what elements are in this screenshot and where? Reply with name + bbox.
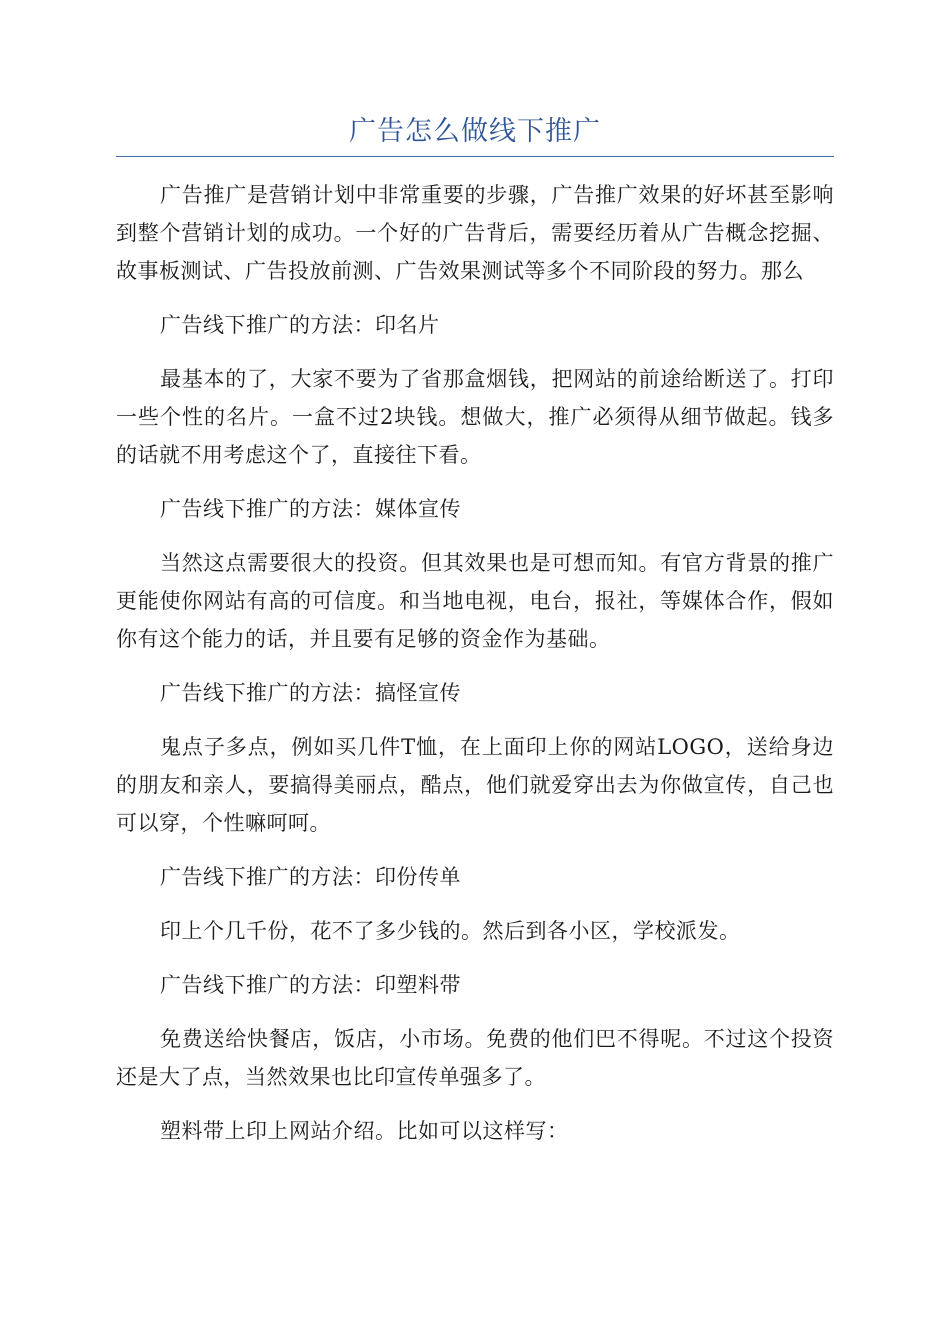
heading-media: 广告线下推广的方法：媒体宣传 bbox=[160, 497, 461, 521]
paragraph-intro: 广告推广是营销计划中非常重要的步骤，广告推广效果的好坏甚至影响到整个营销计划的成功。一个好的广告背后，需要经历着从广告概念挖掘、故事板测试、广告投放前测、广告效果测试等多个不同阶段的努力。那么 bbox=[116, 183, 834, 283]
paragraph-media: 当然这点需要很大的投资。但其效果也是可想而知。有官方背景的推广更能使你网站有高的可信度。和当地电视，电台，报社，等媒体合作，假如你有这个能力的话，并且要有足够的资金作为基础。 bbox=[116, 551, 834, 651]
paragraph-flyers: 印上个几千份，花不了多少钱的。然后到各小区，学校派发。 bbox=[160, 919, 741, 943]
heading-plastic-bags: 广告线下推广的方法：印塑料带 bbox=[160, 973, 461, 997]
heading-flyers: 广告线下推广的方法：印份传单 bbox=[160, 865, 461, 889]
document-body bbox=[116, 176, 834, 1166]
title-block bbox=[116, 112, 834, 157]
paragraph-business-cards: 最基本的了，大家不要为了省那盒烟钱，把网站的前途给断送了。打印一些个性的名片。一盒不过2块钱。想做大，推广必须得从细节做起。钱多的话就不用考虑这个了，直接往下看。 bbox=[116, 367, 834, 467]
paragraph-quirky: 鬼点子多点，例如买几件T恤，在上面印上你的网站LOGO，送给身边的朋友和亲人，要搞得美丽点，酷点，他们就爱穿出去为你做宣传，自己也可以穿，个性嘛呵呵。 bbox=[116, 735, 834, 835]
heading-business-cards: 广告线下推广的方法：印名片 bbox=[160, 313, 440, 337]
heading-quirky: 广告线下推广的方法：搞怪宣传 bbox=[160, 681, 461, 705]
paragraph-bag-text: 塑料带上印上网站介绍。比如可以这样写： bbox=[160, 1119, 569, 1143]
paragraph-plastic-bags: 免费送给快餐店，饭店，小市场。免费的他们巴不得呢。不过这个投资还是大了点，当然效果也比印宣传单强多了。 bbox=[116, 1027, 834, 1089]
page-title: 广告怎么做线下推广 bbox=[349, 116, 601, 147]
